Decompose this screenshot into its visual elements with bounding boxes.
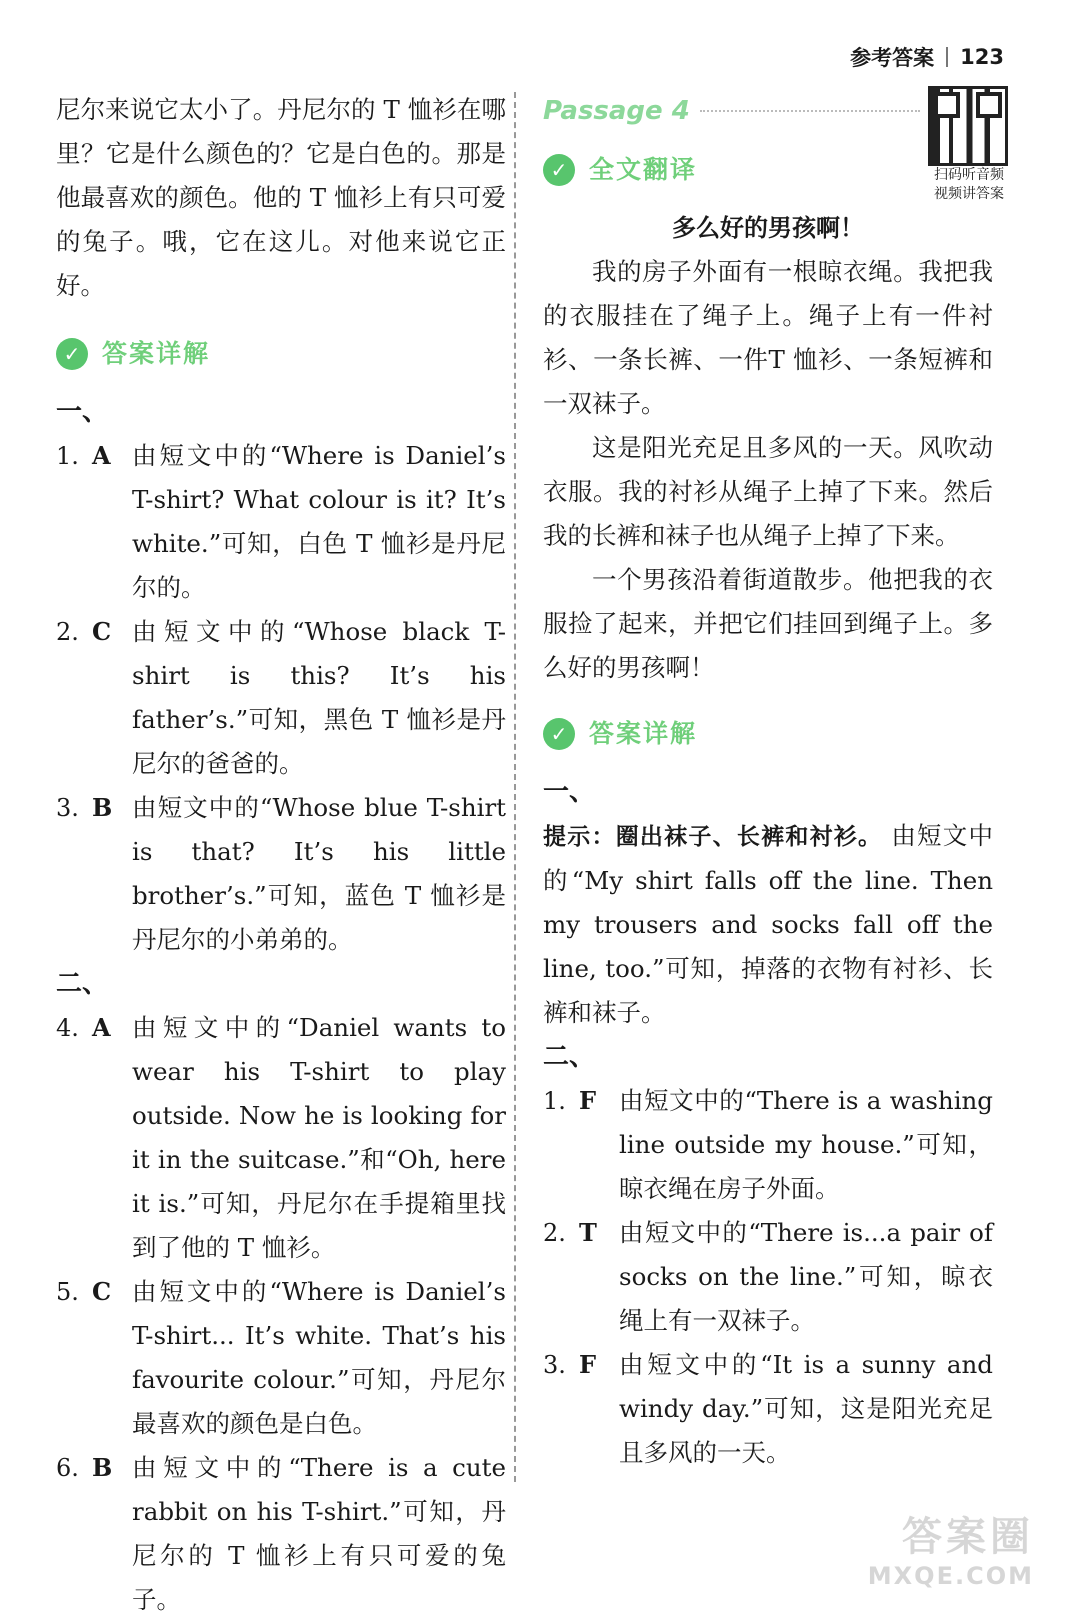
- item-number: 3.: [543, 1351, 566, 1379]
- answer-section-header: [56, 324, 506, 384]
- item-answer: B: [92, 1453, 113, 1482]
- tip-text: 由短文中的“My shirt falls off the line. Then my trousers and socks fall off the line, too.”可知，掉落的衣物有衬衫、长裤和袜子。: [543, 821, 994, 1027]
- story-paragraph: 我的房子外面有一根晾衣绳。我把我的衣服挂在了绳子上。绳子上有一件衬衫、一条长裤、一件T 恤衫、一条短裤和一双袜子。: [543, 257, 993, 418]
- item-explanation: 由短文中的“Whose blue T-shirt is that? It’s his little brother’s.”可知，蓝色 T 恤衫是丹尼尔的小弟弟的。: [132, 793, 506, 954]
- tip-label: 提示：圈出袜子、长裤和衬衫。: [543, 824, 883, 850]
- answer-section-header: [543, 704, 993, 764]
- item-answer: C: [92, 1277, 112, 1306]
- item-answer: F: [579, 1350, 597, 1379]
- answer-item: [56, 1446, 506, 1622]
- qr-caption-line: 扫码听音频: [934, 167, 1004, 183]
- left-column: [56, 88, 506, 1622]
- item-number: 6.: [56, 1454, 79, 1482]
- item-explanation: 由短文中的“It is a sunny and windy day.”可知，这是阳光充足且多风的一天。: [619, 1350, 993, 1467]
- answer-item: [543, 1343, 993, 1475]
- answer-item: [56, 1270, 506, 1446]
- answer-item: [56, 610, 506, 786]
- dotted-rule: [700, 110, 920, 112]
- site-watermark: [868, 1505, 1034, 1590]
- watermark-logo-text: 答案圈: [902, 1514, 1034, 1560]
- story-paragraph: 一个男孩沿着街道散步。他把我的衣服捡了起来，并把它们挂回到绳子上。多么好的男孩啊！: [543, 565, 993, 682]
- check-icon: ✓: [543, 718, 575, 750]
- right-column: [543, 88, 993, 1475]
- story-title: 多么好的男孩啊！: [672, 213, 864, 242]
- part-two-label: 二、: [56, 969, 109, 999]
- item-answer: C: [92, 617, 112, 646]
- item-explanation: 由短文中的“Where is Daniel’s T-shirt... It’s white. That’s his favourite colour.”可知，丹尼尔最喜欢的颜色是白色。: [132, 1277, 506, 1438]
- passage-title: Passage 4: [543, 96, 690, 126]
- item-number: 3.: [56, 794, 79, 822]
- translation-tail: 尼尔来说它太小了。丹尼尔的 T 恤衫在哪里？它是什么颜色的？它是白色的。那是他最喜欢的颜色。他的 T 恤衫上有只可爱的兔子。哦，它在这儿。对他来说它正好。: [56, 95, 506, 300]
- check-icon: ✓: [56, 338, 88, 370]
- answer-item: [56, 434, 506, 610]
- item-explanation: 由短文中的“There is a cute rabbit on his T-shirt.”可知，丹尼尔的 T 恤衫上有只可爱的兔子。: [132, 1453, 506, 1614]
- answer-item: [56, 786, 506, 962]
- item-explanation: 由短文中的“Where is Daniel’s T-shirt? What colour is it? It’s white.”可知，白色 T 恤衫是丹尼尔的。: [132, 441, 506, 602]
- story-paragraph: 这是阳光充足且多风的一天。风吹动衣服。我的衬衫从绳子上掉了下来。然后我的长裤和袜子也从绳子上掉了下来。: [543, 433, 993, 550]
- item-number: 4.: [56, 1014, 79, 1042]
- section-title: 答案详解: [589, 719, 698, 748]
- item-explanation: 由短文中的“Daniel wants to wear his T-shirt to play outside. Now he is looking for it in the suitcase.”和“Oh, here it is.”可知，丹尼尔在手提箱里找到了他的 T 恤衫。: [132, 1013, 506, 1262]
- item-number: 2.: [543, 1219, 566, 1247]
- item-answer: F: [579, 1086, 597, 1115]
- passage-label: [543, 88, 993, 134]
- item-number: 2.: [56, 618, 79, 646]
- header-divider: [946, 47, 948, 67]
- item-explanation: 由短文中的“There is a washing line outside my house.”可知，晾衣绳在房子外面。: [619, 1086, 993, 1203]
- section-title: 答案详解: [102, 339, 211, 368]
- part-one-label: 一、: [543, 777, 596, 807]
- part-one-label: 一、: [56, 397, 109, 427]
- item-answer: T: [579, 1218, 597, 1247]
- item-number: 5.: [56, 1278, 79, 1306]
- item-number: 1.: [543, 1087, 566, 1115]
- answer-item: [56, 1006, 506, 1270]
- column-divider: [514, 92, 516, 1482]
- item-explanation: 由短文中的“Whose black T-shirt is this? It’s his father’s.”可知，黑色 T 恤衫是丹尼尔的爸爸的。: [132, 617, 506, 778]
- page-number: 123: [960, 45, 1004, 69]
- tip-paragraph: [543, 814, 993, 1035]
- check-icon: ✓: [543, 154, 575, 186]
- page-header: [850, 42, 1004, 72]
- item-explanation: 由短文中的“There is...a pair of socks on the line.”可知，晾衣绳上有一双袜子。: [619, 1218, 993, 1335]
- translation-section-header: [543, 140, 873, 200]
- part-two-label: 二、: [543, 1042, 596, 1072]
- answer-item: [543, 1079, 993, 1211]
- section-label: 参考答案: [850, 46, 935, 70]
- item-number: 1.: [56, 442, 79, 470]
- answer-item: [543, 1211, 993, 1343]
- qr-caption-line: 视频讲答案: [934, 186, 1004, 202]
- watermark-url: MXQE.COM: [867, 1562, 1034, 1590]
- section-title: 全文翻译: [589, 155, 698, 184]
- item-answer: B: [92, 793, 113, 822]
- item-answer: A: [92, 441, 111, 470]
- item-answer: A: [92, 1013, 111, 1042]
